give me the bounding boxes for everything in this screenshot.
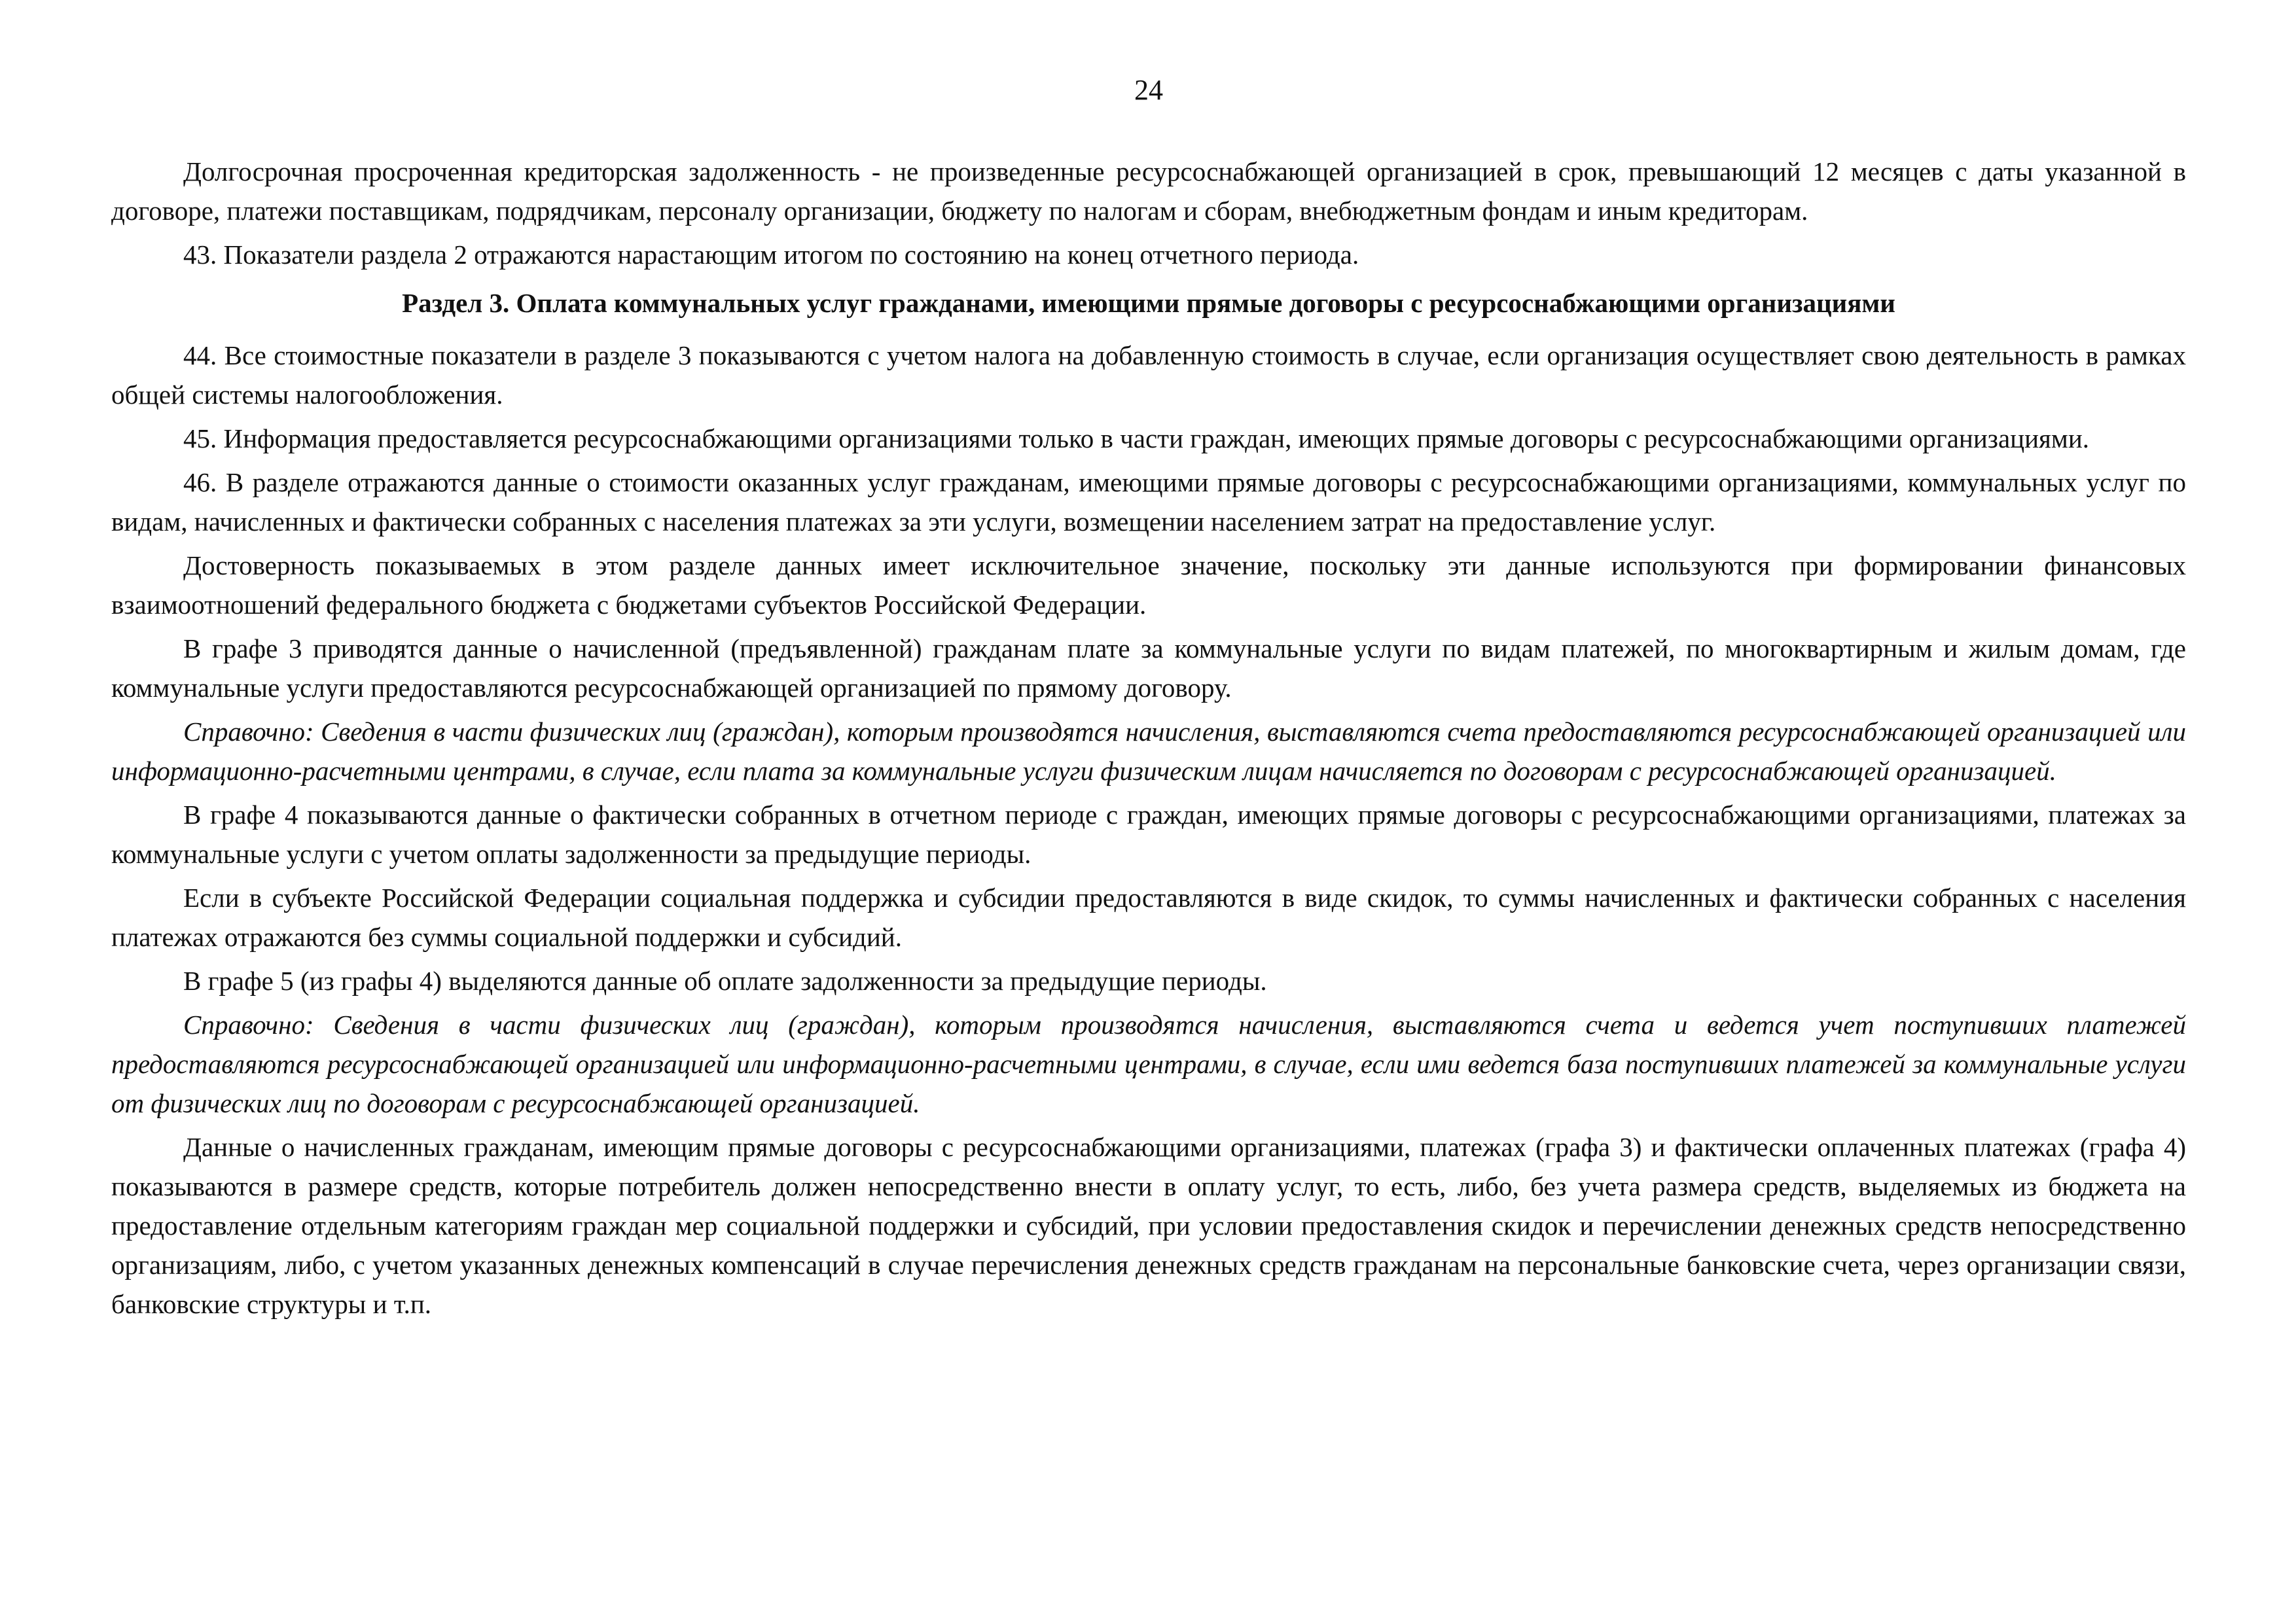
paragraph-reliability: Достоверность показываемых в этом разделе данных имеет исключительное значение, поскольку эти данные используются при формировании финансовых взаимоотношений федерального бюджета с бюджетами субъектов Российской Федерации.	[111, 550, 2186, 620]
paragraph-column-4: В графе 4 показываются данные о фактически собранных в отчетном периоде с граждан, имеющих прямые договоры с ресурсоснабжающими организациями, платежах за коммунальные услуги с учетом оплаты задолженности за предыдущие периоды.	[111, 800, 2186, 869]
paragraph-46: 46. В разделе отражаются данные о стоимости оказанных услуг гражданам, имеющими прямые договоры с ресурсоснабжающими организациями, коммунальных услуг по видам, начисленных и фактически собранных с населения платежах за эти услуги, возмещении населением затрат на предоставление услуг.	[111, 467, 2186, 537]
paragraph-45: 45. Информация предоставляется ресурсоснабжающими организациями только в части граждан, имеющих прямые договоры с ресурсоснабжающими организациями.	[183, 423, 2090, 453]
paragraph-43: 43. Показатели раздела 2 отражаются нарастающим итогом по состоянию на конец отчетного периода.	[183, 239, 1359, 270]
paragraph-payments-data: Данные о начисленных гражданам, имеющим прямые договоры с ресурсоснабжающими организациями, платежах (графа 3) и фактически оплаченных платежах (графа 4) показываются в размере средств, которые потребитель должен непосредственно внести в оплату услуг, то есть, либо, без учета размера средств, выделяемых из бюджета на предоставление отдельным категориям граждан мер социальной поддержки и субсидий, при условии предоставления скидок и перечислении денежных средств непосредственно организациям, либо, с учетом указанных денежных компенсаций в случае перечисления денежных средств гражданам на персональные банковские счета, через организации связи, банковские структуры и т.п.	[111, 1132, 2186, 1319]
paragraph-reference-note-2: Справочно: Сведения в части физических лиц (граждан), которым производятся начисления, выставляются счета и ведется учет поступивших платежей предоставляются ресурсоснабжающей организацией или информационно-расчетными центрами, в случае, если ими ведется база поступивших платежей за коммунальные услуги от физических лиц по договорам с ресурсоснабжающей организацией.	[111, 1010, 2186, 1118]
paragraph-long-term-debt: Долгосрочная просроченная кредиторская задолженность - не произведенные ресурсоснабжающей организацией в срок, превышающий 12 месяцев с даты указанной в договоре, платежи поставщикам, подрядчикам, персоналу организации, бюджету по налогам и сборам, внебюджетным фондам и иным кредиторам.	[111, 156, 2186, 226]
paragraph-column-3: В графе 3 приводятся данные о начисленной (предъявленной) гражданам плате за коммунальные услуги по видам платежей, по многоквартирным и жилым домам, где коммунальные услуги предоставляются ресурсоснабжающей организацией по прямому договору.	[111, 633, 2186, 703]
document-body	[111, 152, 2186, 1328]
section-heading: Раздел 3. Оплата коммунальных услуг гражданами, имеющими прямые договоры с ресурсоснабжающими организациями	[402, 288, 1895, 318]
paragraph-discounts: Если в субъекте Российской Федерации социальная поддержка и субсидии предоставляются в виде скидок, то суммы начисленных и фактически собранных с населения платежах отражаются без суммы социальной поддержки и субсидий.	[111, 883, 2186, 952]
document-page	[111, 0, 2186, 1624]
paragraph-44: 44. Все стоимостные показатели в разделе 3 показываются с учетом налога на добавленную стоимость в случае, если организация осуществляет свою деятельность в рамках общей системы налогообложения.	[111, 340, 2186, 410]
paragraph-reference-note-1: Справочно: Сведения в части физических лиц (граждан), которым производятся начисления, выставляются счета предоставляются ресурсоснабжающей организацией или информационно-расчетными центрами, в случае, если плата за коммунальные услуги физическим лицам начисляется по договорам с ресурсоснабжающей организацией.	[111, 716, 2186, 786]
paragraph-column-5: В графе 5 (из графы 4) выделяются данные об оплате задолженности за предыдущие периоды.	[183, 966, 1267, 996]
page-number: 24	[1134, 74, 1163, 106]
